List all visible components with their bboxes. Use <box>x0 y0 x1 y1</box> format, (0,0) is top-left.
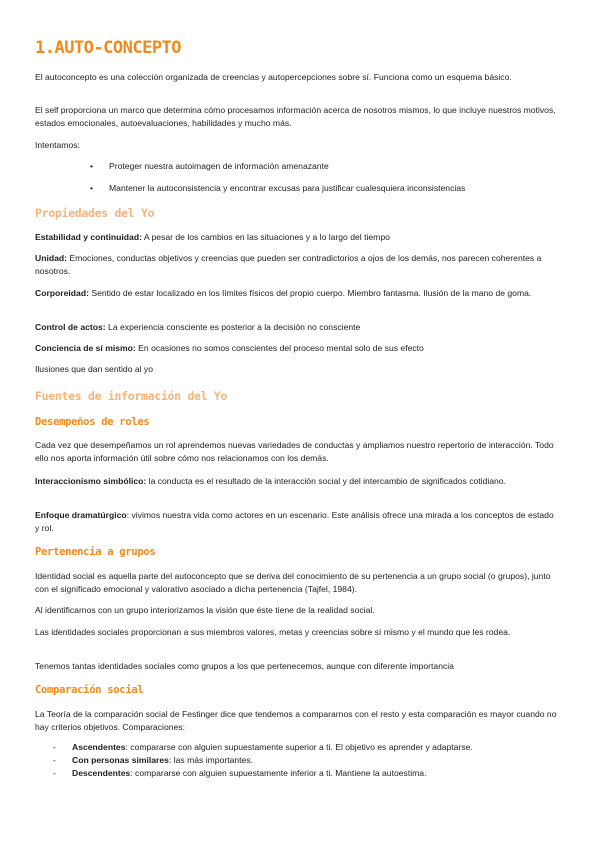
roles-term: Interaccionismo simbólico: <box>35 476 147 486</box>
section-heading-fuentes: Fuentes de información del Yo <box>35 389 228 403</box>
property-item <box>35 252 560 277</box>
grupos-paragraph: Tenemos tantas identidades sociales como grupos a los que pertenecemos, aunque con diferente importancia <box>35 661 454 671</box>
roles-item <box>35 509 560 534</box>
property-term: Conciencia de sí mismo: <box>35 343 136 353</box>
grupos-paragraph: Las identidades sociales proporcionan a sus miembros valores, metas y creencias sobre sí mismo y el mundo que les rodea. <box>35 627 511 637</box>
property-text: Emociones, conductas objetivos y creencias que pueden ser contradictorios a ojos de los demás, nos parecen coherentes a nosotros. <box>35 253 542 276</box>
roles-item <box>35 475 560 488</box>
propiedades-closing: Ilusiones que dan sentido al yo <box>35 364 154 374</box>
intentamos-label: Intentamos: <box>35 140 80 150</box>
comparison-text: : compararse con alguien supuestamente inferior a ti. Mantiene la autoestima. <box>130 768 427 778</box>
comparison-item <box>72 767 532 780</box>
bullet-dot: • <box>90 183 94 193</box>
comparison-item <box>72 754 532 767</box>
comparison-term: Con personas similares <box>72 755 169 765</box>
intro-paragraph-2: El self proporciona un marco que determina cómo procesamos información acerca de nosotros mismos, lo que incluye nuestros motivos, estados emocionales, autoevaluaciones, habilidades y mucho más. <box>35 105 556 128</box>
subsection-heading-roles: Desempeños de roles <box>35 416 150 428</box>
property-text: La experiencia consciente es posterior a la decisión no consciente <box>105 322 361 332</box>
roles-text: la conducta es el resultado de la interacción social y del intercambio de significados cotidiano. <box>146 476 506 486</box>
property-item <box>35 342 560 355</box>
property-item <box>35 287 560 300</box>
comparison-item <box>72 741 532 754</box>
bullet-dot: • <box>90 161 94 171</box>
roles-term: Enfoque dramatúrgico <box>35 510 127 520</box>
grupos-paragraph: Al identificarnos con un grupo interiorizamos la visión que éste tiene de la realidad social. <box>35 605 375 615</box>
comparacion-paragraph: La Teoría de la comparación social de Festinger dice que tendemos a compararnos con el resto y esta comparación es mayor cuando no hay criterios objetivos. Comparaciones: <box>35 709 557 732</box>
property-term: Corporeidad: <box>35 288 89 298</box>
section-heading-propiedades: Propiedades del Yo <box>35 206 155 220</box>
intro-paragraph-1: El autoconcepto es una colección organizada de creencias y autopercepciones sobre sí. Funciona como un esquema básico. <box>35 72 512 82</box>
property-term: Estabilidad y continuidad: <box>35 232 142 242</box>
property-term: Unidad: <box>35 253 67 263</box>
roles-text: : vivimos nuestra vida como actores en un escenario. Este análisis ofrece una mirada a los conceptos de estado y rol. <box>35 510 554 533</box>
dash-bullet: - <box>53 742 56 752</box>
property-term: Control de actos: <box>35 322 106 332</box>
grupos-paragraph: Identidad social es aquella parte del autoconcepto que se deriva del conocimiento de su pertenencia a un grupo social (o grupos), junto con el significado emocional y valorativo asociado a dicha pertenencia (Tajfel, 1984). <box>35 571 551 594</box>
bullet-item: Mantener la autoconsistencia y encontrar excusas para justificar cualesquiera inconsistencias <box>109 183 466 193</box>
subsection-heading-grupos: Pertenencia a grupos <box>35 546 156 558</box>
dash-bullet: - <box>53 768 56 778</box>
comparison-text: : las más importantes. <box>168 755 254 765</box>
property-item <box>35 231 560 244</box>
property-item <box>35 321 560 334</box>
comparison-term: Ascendentes <box>72 742 126 752</box>
roles-paragraph: Cada vez que desempeñamos un rol aprendemos nuevas variedades de conductas y ampliamos nuestro repertorio de interacción. Todo ello nos aporta información útil sobre cómo nos relacionamos con los demás. <box>35 440 554 463</box>
comparison-text: : compararse con alguien supuestamente superior a ti. El objetivo es aprender y adaptarse. <box>125 742 473 752</box>
subsection-heading-comparacion: Comparación social <box>35 684 144 696</box>
page-title: 1.AUTO-CONCEPTO <box>35 38 182 58</box>
comparison-term: Descendentes <box>72 768 131 778</box>
property-text: En ocasiones no somos conscientes del proceso mental solo de sus efecto <box>135 343 424 353</box>
property-text: Sentido de estar localizado en los límites físicos del propio cuerpo. Miembro fantasma. Ilusión de la mano de goma. <box>88 288 532 298</box>
dash-bullet: - <box>53 755 56 765</box>
property-text: A pesar de los cambios en las situaciones y a lo largo del tiempo <box>141 232 390 242</box>
bullet-item: Proteger nuestra autoimagen de información amenazante <box>109 161 329 171</box>
